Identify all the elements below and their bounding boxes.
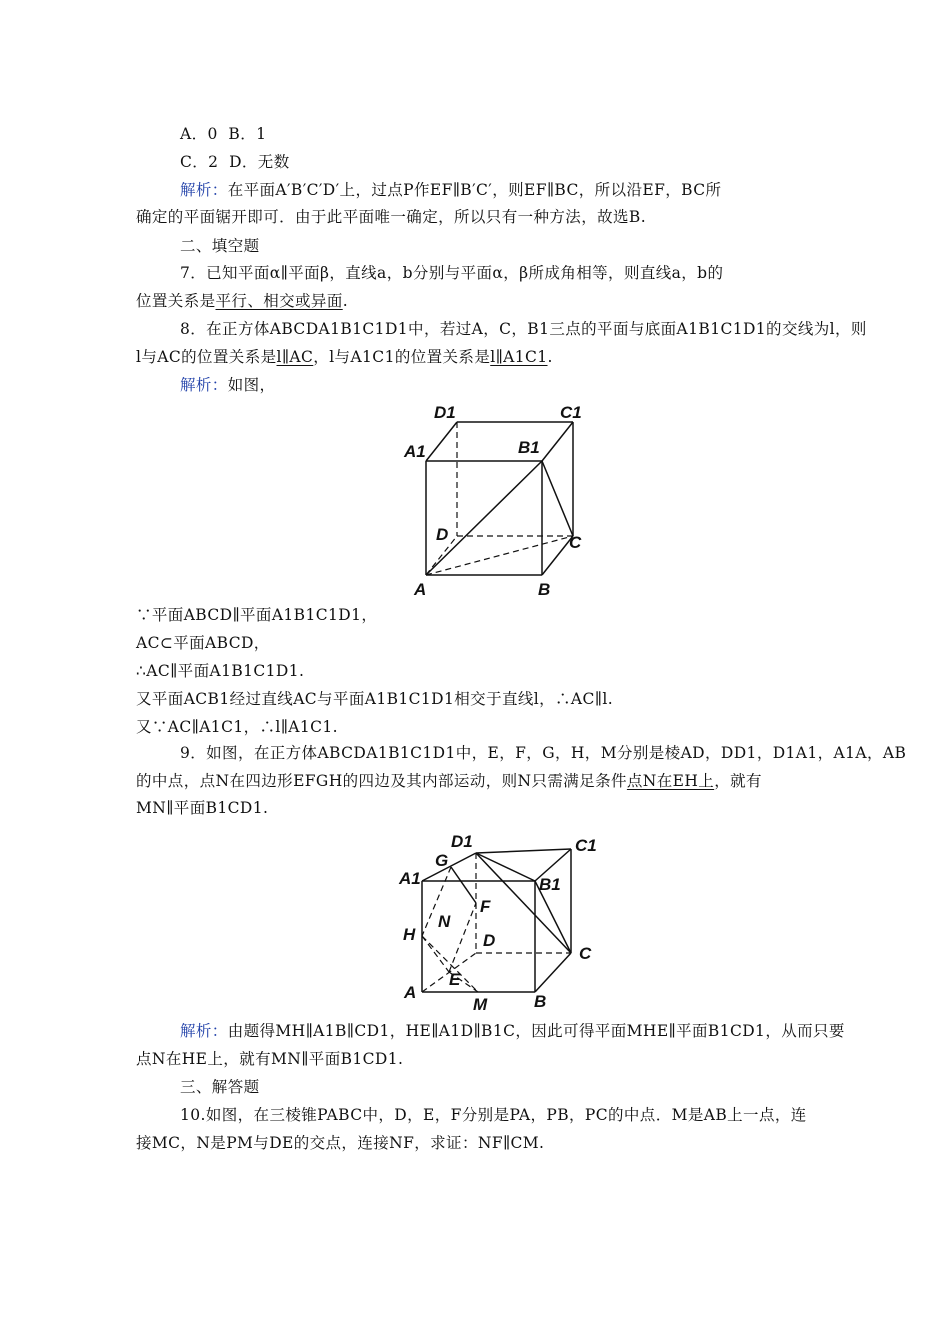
option-b: B．1 [228, 125, 267, 143]
vertex-label-d: D [483, 931, 496, 950]
segment-d1-b1 [476, 853, 535, 881]
q9-solution-line-2: 点N在HE上，就有MN∥平面B1CD1. [136, 1050, 404, 1068]
point-label-f: F [480, 897, 491, 916]
vertex-label-a: A [414, 580, 427, 599]
segment-b1-c [542, 461, 573, 536]
vertex-label-b1: B1 [518, 438, 540, 457]
q8-answer-2: l∥A1C1 [490, 348, 548, 366]
q10-line-1: 10.如图，在三棱锥PABC中，D，E，F分别是PA，PB，PC的中点．M是AB上一点，连 [180, 1106, 807, 1124]
point-label-n: N [438, 912, 451, 931]
cube-figure-2 [395, 828, 610, 1018]
q8-line-1: 8．在正方体ABCDA1B1C1D1中，若过A，C，B1三点的平面与底面A1B1C1D1的交线为l，则 [180, 320, 867, 338]
q9-solution-text: 由题得MH∥A1B∥CD1，HE∥A1D∥B1C，因此可得平面MHE∥平面B1CD1，从而只要 [227, 1022, 845, 1040]
edge-a1-d1 [422, 853, 476, 881]
edge-b1-c1 [542, 422, 573, 461]
option-c: C．2 [180, 153, 219, 171]
options-row-1 [180, 124, 266, 144]
vertex-label-b1: B1 [539, 875, 561, 894]
section-heading-answers: 三、解答题 [180, 1078, 260, 1096]
edge-d1-c1 [476, 849, 571, 853]
vertex-label-c: C [579, 944, 592, 963]
hidden-segment-e-f [449, 903, 476, 972]
solution-label: 解析： [180, 1022, 228, 1040]
q8-text-b: ，l与A1C1的位置关系是 [313, 348, 491, 366]
vertex-label-a: A [404, 983, 417, 1002]
q7-line-1: 7．已知平面α∥平面β，直线a，b分别与平面α，β所成角相等，则直线a，b的 [180, 264, 724, 282]
point-label-h: H [403, 925, 416, 944]
vertex-label-c: C [569, 533, 582, 552]
vertex-label-a1: A1 [404, 442, 426, 461]
edge-b-c [535, 953, 571, 992]
vertex-label-b: B [538, 580, 551, 599]
edge-a1-d1 [426, 422, 457, 461]
hidden-segment-h-e [422, 936, 449, 972]
segment-a-b1 [426, 461, 542, 575]
q9-line-3: MN∥平面B1CD1. [136, 799, 269, 817]
vertex-label-a1: A1 [399, 869, 421, 888]
segment-g-f [451, 867, 476, 903]
q8-solution-line [180, 375, 275, 395]
proof-line-2: AC⊂平面ABCD， [136, 634, 270, 652]
vertex-label-d: D [436, 525, 449, 544]
vertex-label-b: B [534, 992, 547, 1011]
point-label-g: G [435, 851, 449, 870]
q9-line-1: 9．如图，在正方体ABCDA1B1C1D1中，E，F，G，H，M分别是棱AD，DD1，D1A1，A1A，AB [180, 744, 907, 762]
q8-answer-1: l∥AC [276, 348, 314, 366]
q9-text-b: ，就有 [714, 772, 762, 790]
vertex-label-d1: D1 [451, 832, 473, 851]
q9-solution-line-1 [180, 1021, 845, 1041]
q8-text-a: l与AC的位置关系是 [136, 348, 277, 366]
section-heading-fill-in: 二、填空题 [180, 237, 260, 255]
proof-line-1: ∵平面ABCD∥平面A1B1C1D1， [136, 606, 378, 624]
q7-suffix: . [342, 292, 349, 310]
q8-text-c: . [547, 348, 553, 366]
q8-line-2 [136, 347, 553, 367]
q6-solution-line-2: 确定的平面锯开即可．由于此平面唯一确定，所以只有一种方法，故选B. [136, 208, 647, 226]
point-label-e: E [449, 970, 461, 989]
q7-line-2 [136, 291, 348, 311]
point-label-m: M [473, 995, 488, 1014]
q7-answer: 平行、相交或异面 [215, 292, 343, 310]
proof-line-5: 又∵AC∥A1C1，∴l∥A1C1. [136, 718, 339, 736]
proof-line-3: ∴AC∥平面A1B1C1D1. [136, 662, 305, 680]
solution-label: 解析： [180, 376, 228, 394]
q6-solution-text: 在平面A′B′C′D′上，过点P作EF∥B′C′，则EF∥BC，所以沿EF，BC所 [227, 181, 722, 199]
vertex-label-c1: C1 [575, 836, 597, 855]
vertex-label-d1: D1 [434, 403, 456, 422]
q9-line-2 [136, 771, 762, 791]
proof-line-4: 又平面ACB1经过直线AC与平面A1B1C1D1相交于直线l，∴AC∥l. [136, 690, 614, 708]
vertex-label-c1: C1 [560, 403, 582, 422]
q10-line-2: 接MC，N是PM与DE的交点，连接NF，求证：NF∥CM. [136, 1134, 545, 1152]
option-a: A．0 [180, 125, 218, 143]
q9-text-a: 的中点，点N在四边形EFGH的四边及其内部运动，则N只需满足条件 [136, 772, 627, 790]
q8-solution-text: 如图， [227, 376, 276, 394]
cube-figure-1 [400, 395, 600, 605]
option-d: D．无数 [229, 153, 290, 171]
q6-solution-line-1 [180, 180, 721, 200]
options-row-2 [180, 152, 290, 172]
q9-answer: 点N在EH上 [626, 772, 715, 790]
solution-label: 解析： [180, 181, 228, 199]
q7-prefix: 位置关系是 [136, 292, 216, 310]
